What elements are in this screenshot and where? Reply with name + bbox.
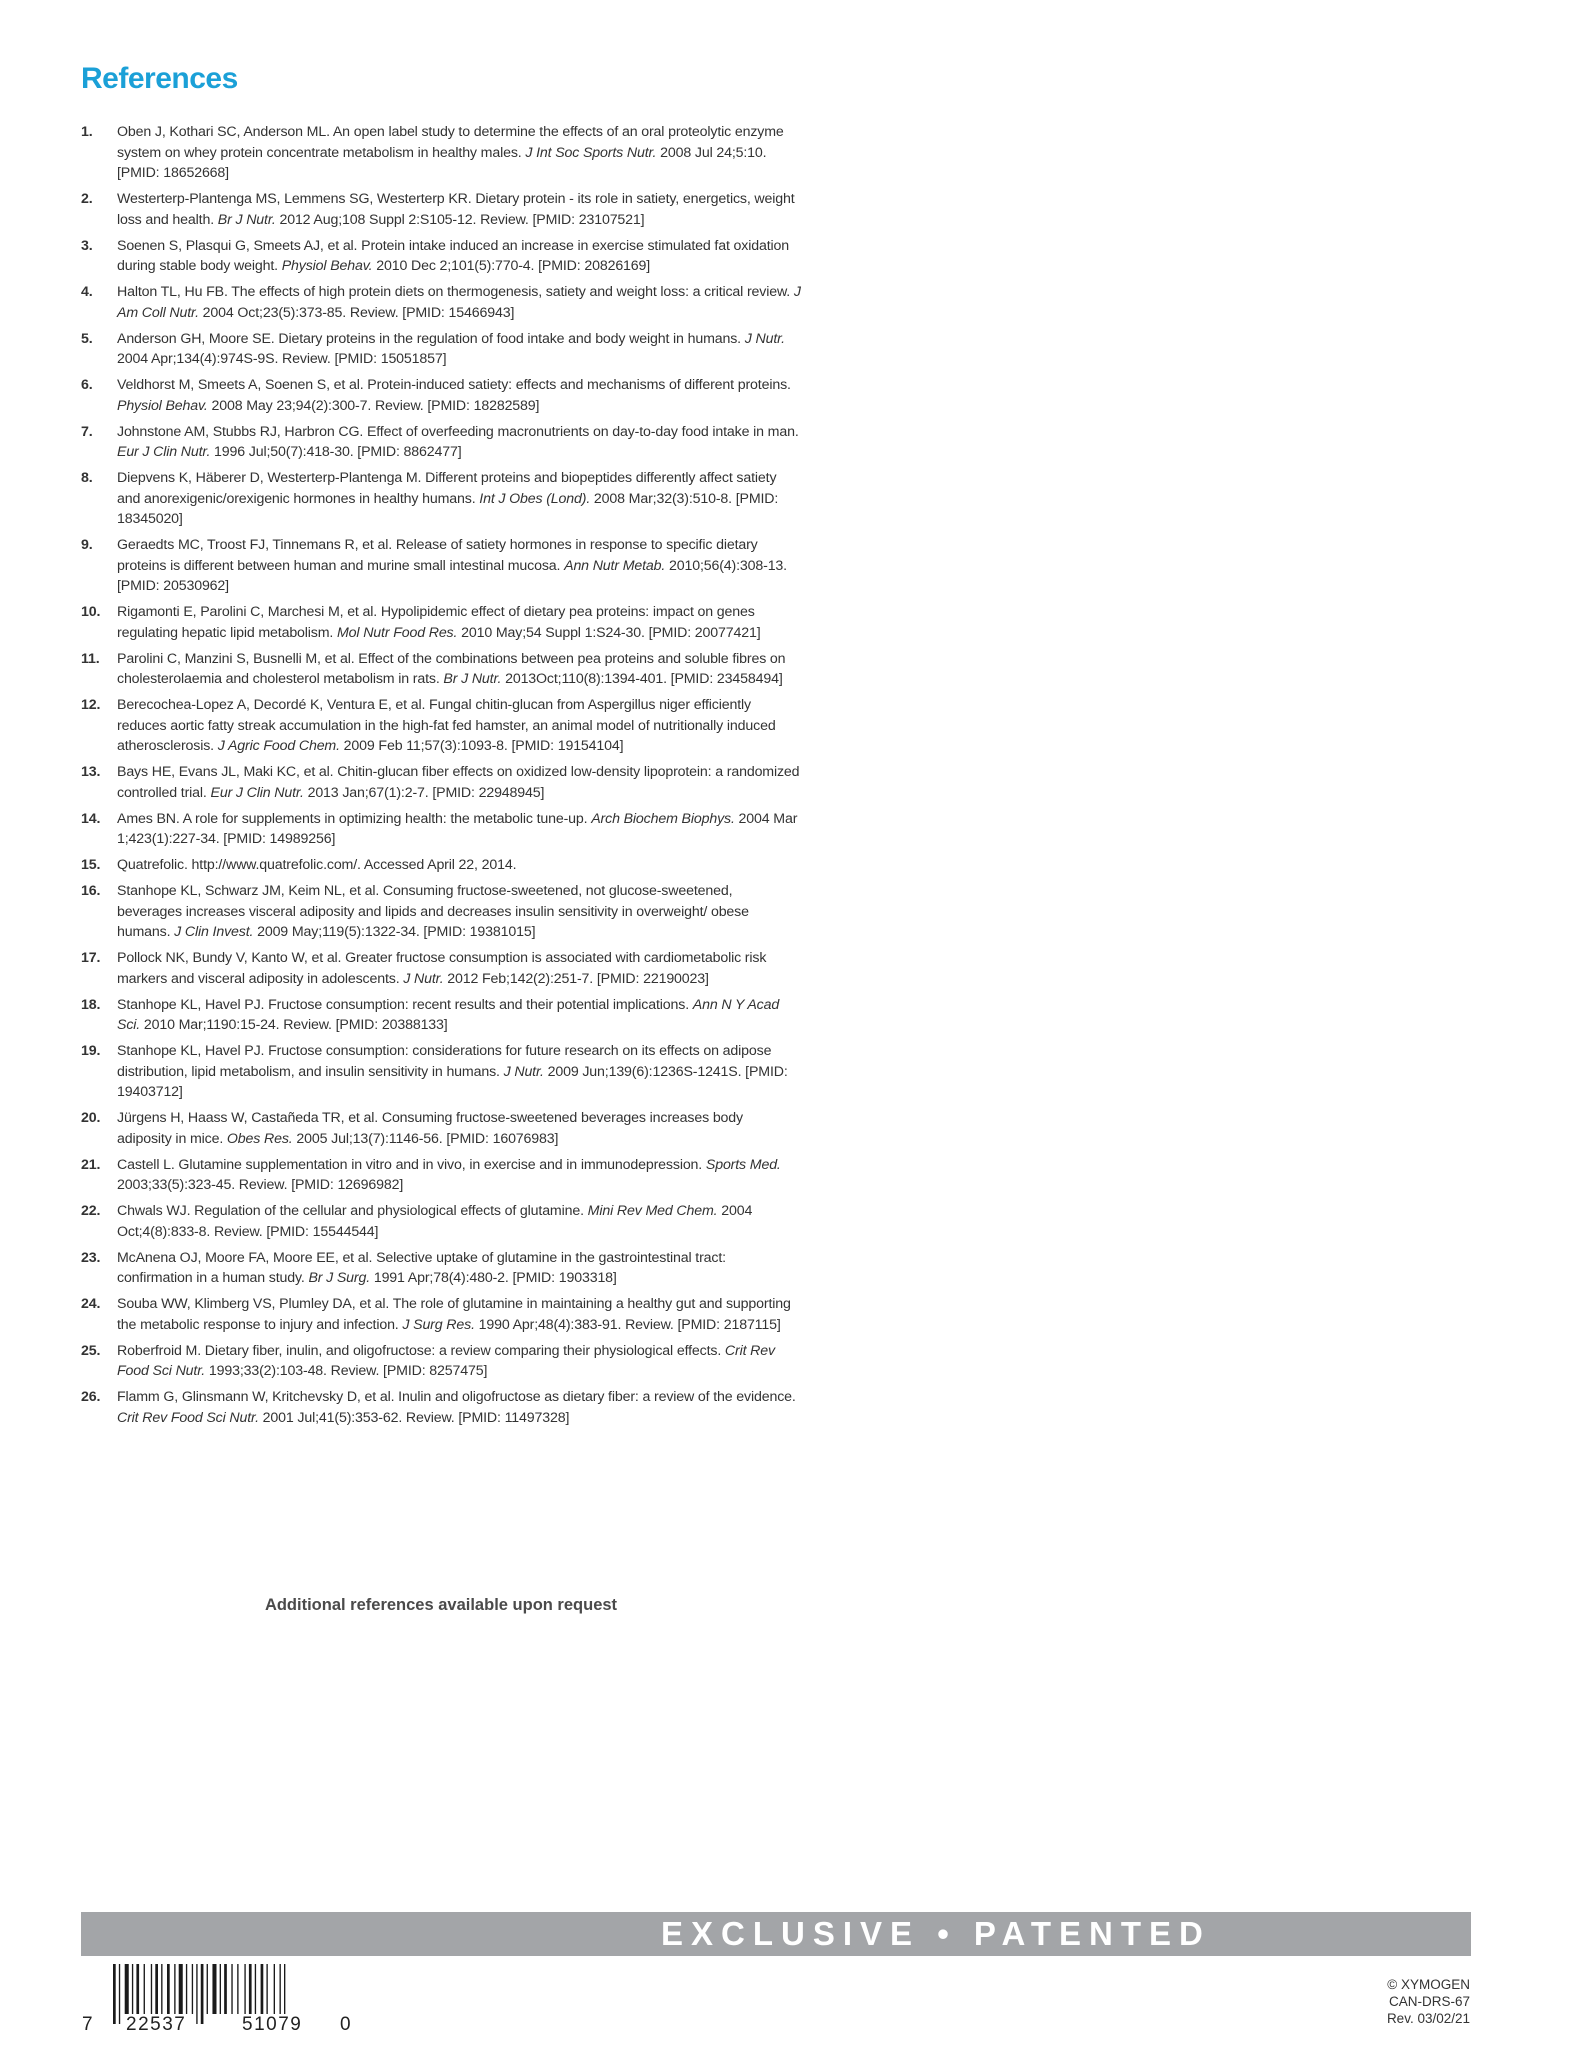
reference-details: 2013 Jan;67(1):2-7. [PMID: 22948945] [303,784,545,801]
reference-item [81,1341,801,1382]
reference-journal: Eur J Clin Nutr. [210,784,304,801]
reference-details: 2013Oct;110(8):1394-401. [PMID: 23458494] [501,671,783,688]
reference-item [81,122,801,184]
reference-citation: Flamm G, Glinsmann W, Kritchevsky D, et al. Inulin and oligofructose as dietary fiber: a review of the evidence. [117,1389,796,1406]
reference-citation: Pollock NK, Bundy V, Kanto W, et al. Greater fructose consumption is associated with cardiometabolic risk markers and visceral adiposity in adolescents. [117,950,767,987]
reference-number: 5. [81,330,93,347]
reference-number: 23. [81,1249,101,1266]
reference-details: 2009 Feb 11;57(3):1093-8. [PMID: 19154104] [339,738,624,755]
reference-details: 1991 Apr;78(4):480-2. [PMID: 1903318] [370,1270,617,1287]
reference-item [81,649,801,690]
reference-details: 2010;56(4):308-13. [PMID: 20530962] [117,557,787,595]
reference-number: 11. [81,650,100,667]
barcode-bar [192,1964,193,2014]
barcode-bar [132,1964,133,2014]
reference-journal: J Surg Res. [402,1316,475,1333]
reference-number: 17. [81,950,101,967]
reference-item [81,602,801,643]
reference-citation: Rigamonti E, Parolini C, Marchesi M, et al. Hypolipidemic effect of dietary pea proteins: impact on genes regulating hepatic lipid metabolism. [117,604,755,641]
reference-details: 2009 Jun;139(6):1236S-1241S. [PMID: 19403712] [117,1063,788,1101]
revision-date: Rev. 03/02/21 [1386,2011,1470,2026]
reference-number: 13. [81,764,101,781]
reference-number: 10. [81,604,101,621]
reference-list [81,122,801,1434]
reference-citation: Stanhope KL, Havel PJ. Fructose consumption: considerations for future research on its effects on adipose distribution, lipid metabolism, and insulin sensitivity in humans. [117,1043,772,1080]
reference-details: 2004 Oct;23(5):373-85. Review. [PMID: 15466943] [198,304,515,321]
reference-citation: Diepvens K, Häberer D, Westerterp-Plantenga M. Different proteins and biopeptides differently affect satiety and anorexigenic/orexigenic hormones in healthy humans. [117,469,777,507]
barcode-bar [255,1964,256,2014]
reference-item [81,422,801,463]
barcode-bar [155,1964,158,2014]
reference-details: 1993;33(2):103-48. Review. [PMID: 8257475] [205,1363,488,1380]
reference-details: 2003;33(5):323-45. Review. [PMID: 12696982] [117,1177,404,1194]
barcode-bar [274,1964,275,2014]
reference-number: 21. [81,1156,101,1173]
reference-number: 25. [81,1342,101,1359]
reference-citation: Veldhorst M, Smeets A, Soenen S, et al. Protein-induced satiety: effects and mechanisms of different proteins. [117,377,791,394]
copyright-text: © XYMOGEN [1387,1977,1470,1992]
reference-item [81,329,801,370]
reference-number: 12. [81,697,101,714]
reference-journal: Obes Res. [226,1130,293,1147]
barcode-first-digit: 7 [82,2014,93,2035]
reference-citation: Stanhope KL, Havel PJ. Fructose consumption: recent results and their potential implications. [117,996,693,1013]
reference-journal: Eur J Clin Nutr. [117,444,211,461]
additional-references-note: Additional references available upon request [264,1596,618,1614]
reference-number: 2. [81,191,93,208]
reference-journal: Crit Rev Food Sci Nutr. [117,1409,259,1426]
barcode-bar [244,1964,245,2014]
reference-details: 2010 May;54 Suppl 1:S24-30. [PMID: 20077421] [457,624,761,641]
reference-journal: J Am Coll Nutr. [117,284,801,321]
reference-citation: Johnstone AM, Stubbs RJ, Harbron CG. Effect of overfeeding macronutrients on day-to-day food intake in man. [117,423,799,440]
reference-citation: Ames BN. A role for supplements in optimizing health: the metabolic tune-up. [117,810,592,827]
reference-details: 2004 Oct;4(8):833-8. Review. [PMID: 15544544] [117,1203,753,1240]
reference-details: 1990 Apr;48(4):383-91. Review. [PMID: 2187115] [474,1316,781,1333]
barcode-bar [161,1964,162,2014]
reference-citation: Westerterp-Plantenga MS, Lemmens SG, Westerterp KR. Dietary protein - its role in satiety, energetics, weight loss and health. [117,191,795,228]
reference-item [81,468,801,530]
reference-number: 22. [81,1203,101,1220]
barcode-bar [261,1964,264,2014]
reference-item [81,1041,801,1103]
barcode-bar [136,1964,139,2014]
reference-journal: Br J Nutr. [443,671,502,688]
reference-item [81,762,801,803]
barcode-bar [125,1964,129,2014]
reference-item [81,855,801,876]
reference-item [81,189,801,230]
reference-details: 2008 May 23;94(2):300-7. Review. [PMID: 18282589] [207,397,540,414]
reference-details: 2010 Mar;1190:15-24. Review. [PMID: 20388133] [140,1017,448,1034]
upc-barcode [81,1964,361,2036]
reference-journal: J Nutr. [503,1063,544,1080]
barcode-bar [224,1964,227,2014]
reference-journal: Mol Nutr Food Res. [337,624,458,641]
reference-item [81,809,801,850]
reference-citation: Parolini C, Manzini S, Busnelli M, et al. Effect of the combinations between pea proteins and soluble fibres on cholesterolaemia and cholesterol metabolism in rats. [117,650,786,688]
reference-details: 2009 May;119(5):1322-34. [PMID: 19381015] [253,924,536,941]
reference-item [81,282,801,323]
reference-item [81,535,801,597]
reference-number: 15. [81,857,101,874]
barcode-last-digit: 0 [340,2014,351,2035]
reference-number: 14. [81,810,101,827]
reference-journal: J Nutr. [403,970,444,987]
document-code: CAN-DRS-67 [1388,1994,1470,2009]
reference-details: 2008 Mar;32(3):510-8. [PMID: 18345020] [117,490,779,528]
reference-details: 2004 Mar 1;423(1):227-34. [PMID: 14989256] [117,810,798,848]
reference-number: 3. [81,237,93,254]
barcode-bar [179,1964,183,2014]
reference-number: 7. [81,423,93,440]
reference-journal: Crit Rev Food Sci Nutr. [117,1342,775,1380]
barcode-bar [212,1964,216,2014]
barcode-bar [249,1964,252,2014]
barcode-bar [186,1964,187,2014]
reference-citation: Chwals WJ. Regulation of the cellular and physiological effects of glutamine. [117,1203,588,1220]
reference-journal: Br J Nutr. [217,211,276,228]
reference-journal: Arch Biochem Biophys. [591,810,735,827]
reference-journal: Physiol Behav. [281,258,373,275]
reference-citation: Soenen S, Plasqui G, Smeets AJ, et al. Protein intake induced an increase in exercise stimulated fat oxidation during stable body weight. [117,237,789,275]
reference-item [81,1108,801,1149]
reference-citation: Berecochea-Lopez A, Decordé K, Ventura E, et al. Fungal chitin-glucan from Aspergillus niger efficiently reduces aortic fatty streak accumulation in the high-fat fed hamster, an animal model of nutritionally induced atherosclerosis. [117,697,776,755]
reference-journal: J Agric Food Chem. [217,738,340,755]
reference-details: 2012 Aug;108 Suppl 2:S105-12. Review. [PMID: 23107521] [275,211,645,228]
reference-journal: J Nutr. [744,330,785,347]
reference-journal: Int J Obes (Lond). [479,490,591,507]
reference-item [81,1294,801,1335]
reference-item [81,881,801,943]
reference-number: 6. [81,377,93,394]
reference-journal: Physiol Behav. [117,397,208,414]
reference-details: 2004 Apr;134(4):974S-9S. Review. [PMID: 15051857] [117,351,447,368]
reference-item [81,1387,801,1428]
reference-item [81,236,801,277]
reference-journal: Sports Med. [705,1156,781,1173]
reference-item [81,948,801,989]
barcode-right-digits: 51079 [242,2014,303,2035]
reference-citation: Souba WW, Klimberg VS, Plumley DA, et al. The role of glutamine in maintaining a healthy gut and supporting the metabolic response to injury and infection. [117,1296,791,1333]
reference-number: 18. [81,996,101,1013]
reference-journal: J Clin Invest. [174,924,254,941]
barcode-bar [266,1964,267,2014]
reference-number: 16. [81,883,101,900]
reference-number: 4. [81,284,93,301]
reference-journal: Ann Nutr Metab. [564,557,666,574]
reference-journal: Br J Surg. [308,1270,371,1287]
reference-details: 1996 Jul;50(7):418-30. [PMID: 8862477] [210,444,462,461]
barcode-bar [119,1964,120,2024]
reference-details: 2008 Jul 24;5:10. [PMID: 18652668] [117,144,767,182]
barcode-left-digits: 22537 [126,2014,187,2035]
reference-details: 2012 Feb;142(2):251-7. [PMID: 22190023] [443,970,709,987]
reference-item [81,695,801,757]
barcode-bar [196,1964,197,2024]
barcode-bar [220,1964,221,2014]
barcode-bar [174,1964,175,2014]
barcode-bar [144,1964,145,2014]
reference-journal: Ann N Y Acad Sci. [117,996,780,1034]
reference-number: 8. [81,469,93,486]
reference-citation: Jürgens H, Haass W, Castañeda TR, et al. Consuming fructose-sweetened beverages increases body adiposity in mice. [117,1110,743,1147]
reference-citation: Roberfroid M. Dietary fiber, inulin, and oligofructose: a review comparing their physiological effects. [117,1342,725,1359]
reference-number: 24. [81,1296,101,1313]
banner-text: EXCLUSIVE • PATENTED [661,1915,1211,1952]
barcode-bar [167,1964,170,2014]
reference-number: 1. [81,124,93,140]
barcode-bar [113,1964,116,2024]
reference-citation: Geraedts MC, Troost FJ, Tinnemans R, et al. Release of satiety hormones in response to specific dietary proteins is different between human and murine small intestinal mucosa. [117,537,758,574]
reference-item [81,1155,801,1196]
barcode-bar [237,1964,238,2014]
reference-journal: Mini Rev Med Chem. [587,1203,718,1220]
barcode-bar [207,1964,208,2014]
reference-item [81,375,801,416]
reference-item [81,1201,801,1242]
barcode-bar [231,1964,232,2014]
reference-details: 2010 Dec 2;101(5):770-4. [PMID: 20826169] [372,258,651,275]
reference-citation: Bays HE, Evans JL, Maki KC, et al. Chitin-glucan fiber effects on oxidized low-density lipoprotein: a randomized controlled trial. [117,764,800,801]
exclusive-patented-banner [81,1912,1471,1956]
reference-citation: Castell L. Glutamine supplementation in vitro and in vivo, in exercise and in immunodepression. [117,1156,706,1173]
reference-citation: Stanhope KL, Schwarz JM, Keim NL, et al. Consuming fructose-sweetened, not glucose-sweetened, beverages increases visceral adiposity and lipids and decreases insulin sensitivity in overweight/ obese humans. [117,883,749,941]
reference-number: 19. [81,1043,101,1060]
reference-citation: Oben J, Kothari SC, Anderson ML. An open label study to determine the effects of an oral proteolytic enzyme system on whey protein concentrate metabolism in healthy males. [117,124,784,161]
reference-details: 2001 Jul;41(5):353-62. Review. [PMID: 11497328] [258,1409,570,1426]
reference-number: 20. [81,1110,101,1127]
reference-citation: McAnena OJ, Moore FA, Moore EE, et al. Selective uptake of glutamine in the gastrointestinal tract: confirmation in a human study. [117,1249,726,1287]
barcode-bar [151,1964,152,2014]
reference-number: 26. [81,1389,101,1406]
reference-citation: Halton TL, Hu FB. The effects of high protein diets on thermogenesis, satiety and weight loss: a critical review. [117,284,794,301]
reference-number: 9. [81,537,93,554]
reference-citation: Quatrefolic. http://www.quatrefolic.com/. Accessed April 22, 2014. [117,857,517,874]
reference-citation: Anderson GH, Moore SE. Dietary proteins in the regulation of food intake and body weight in humans. [117,330,745,347]
reference-journal: J Int Soc Sports Nutr. [525,144,657,161]
reference-details: 2005 Jul;13(7):1146-56. [PMID: 16076983] [292,1130,559,1147]
barcode-bar [201,1964,204,2024]
footer-info [1300,1976,1470,2027]
reference-item [81,995,801,1036]
page-title: References [81,62,238,95]
reference-item [81,1248,801,1289]
